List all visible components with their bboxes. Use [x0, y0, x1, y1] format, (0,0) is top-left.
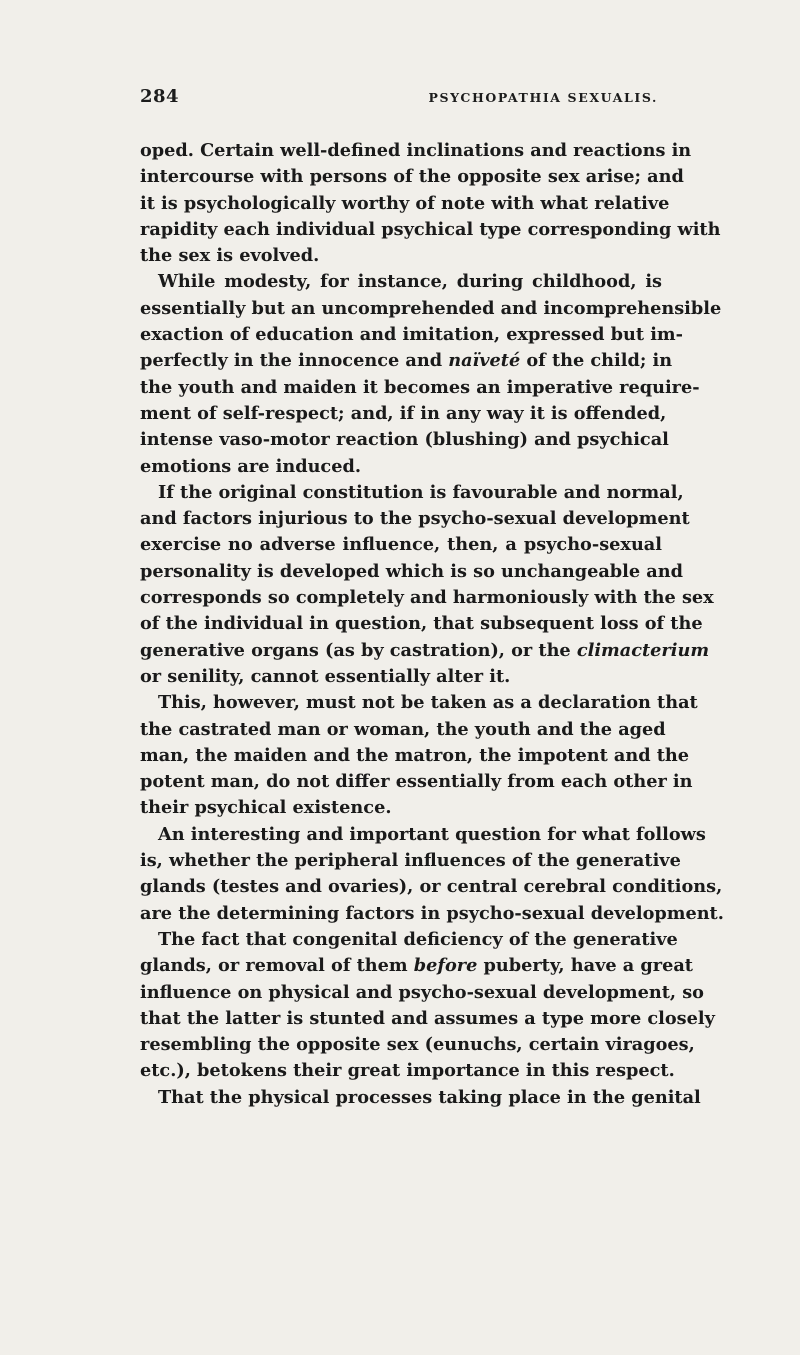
- text-line: [140, 953, 693, 979]
- text-segment: An interesting and important question for what follows: [158, 823, 706, 845]
- text-segment: ment of self-respect; and, if in any way it is offended,: [140, 402, 667, 424]
- text-segment: influence on physical and psycho-sexual development, so: [140, 981, 704, 1003]
- italic-text: naïveté: [448, 350, 521, 372]
- text-segment: If the original constitution is favourable and normal,: [158, 481, 684, 503]
- text-line: [140, 611, 703, 637]
- text-line: [140, 559, 683, 585]
- text-segment: oped. Certain well-defined inclinations and reactions in: [140, 140, 692, 161]
- text-segment: exaction of education and imitation, expressed but im-: [140, 324, 683, 346]
- text-segment: is, whether the peripheral influences of the generative: [140, 850, 681, 872]
- text-line: [140, 427, 669, 453]
- text-line: [140, 138, 692, 164]
- text-segment: personality is developed which is so unchangeable and: [140, 560, 683, 582]
- text-line: [140, 401, 667, 427]
- text-segment: exercise no adverse influence, then, a psycho-sexual: [140, 534, 662, 556]
- text-line: [140, 980, 704, 1006]
- text-line: [140, 191, 670, 217]
- text-line: [140, 664, 662, 690]
- text-segment: glands (testes and ovaries), or central cerebral conditions,: [140, 876, 723, 898]
- page-number: 284: [140, 86, 180, 107]
- text-segment: resembling the opposite sex (eunuchs, certain viragoes,: [140, 1034, 695, 1056]
- text-line: [140, 454, 662, 480]
- text-line: [140, 901, 724, 927]
- page-header: [140, 86, 658, 112]
- text-line: [140, 769, 693, 795]
- italic-text: climacterium: [576, 639, 710, 661]
- text-segment: corresponds so completely and harmoniously with the sex: [140, 587, 714, 609]
- text-segment: the castrated man or woman, the youth and the aged: [140, 718, 666, 740]
- italic-text: before: [413, 955, 478, 977]
- text-line: [140, 848, 681, 874]
- text-segment: the sex is evolved.: [140, 245, 320, 267]
- text-segment: are the determining factors in psycho-sexual development.: [140, 902, 724, 924]
- text-segment: perfectly in the innocence and: [140, 350, 449, 372]
- text-segment: emotions are induced.: [140, 455, 361, 477]
- text-line: [140, 217, 721, 243]
- text-segment: glands, or removal of them: [140, 955, 414, 977]
- text-segment: that the latter is stunted and assumes a type more closely: [140, 1007, 715, 1029]
- text-segment: the youth and maiden it becomes an imperative require-: [140, 376, 700, 398]
- text-segment: puberty, have a great: [477, 955, 693, 977]
- body-text: [140, 138, 724, 1111]
- text-segment: or senility, cannot essentially alter it.: [140, 665, 511, 687]
- text-line: [140, 743, 690, 769]
- text-line: [140, 480, 684, 506]
- text-segment: it is psychologically worthy of note with what relative: [140, 192, 670, 214]
- text-line: [140, 638, 710, 664]
- text-line: [140, 874, 723, 900]
- text-line: [140, 927, 678, 953]
- text-line: [140, 717, 666, 743]
- text-segment: generative organs (as by castration), or the: [140, 639, 577, 661]
- text-line: [140, 1058, 675, 1084]
- text-line: [140, 1032, 695, 1058]
- text-line: [140, 269, 662, 295]
- text-segment: their psychical existence.: [140, 797, 392, 819]
- text-segment: man, the maiden and the matron, the impotent and the: [140, 744, 690, 766]
- text-line: [140, 296, 722, 322]
- text-segment: and factors injurious to the psycho-sexual development: [140, 508, 690, 530]
- text-segment: of the individual in question, that subsequent loss of the: [140, 613, 703, 635]
- text-line: [140, 822, 706, 848]
- text-line: [140, 164, 684, 190]
- text-line: [140, 690, 698, 716]
- text-segment: While modesty, for instance, during childhood, is: [158, 271, 662, 293]
- text-segment: essentially but an uncomprehended and incomprehensible: [140, 297, 722, 319]
- text-line: [140, 375, 700, 401]
- text-line: [140, 585, 714, 611]
- text-segment: The fact that congenital deficiency of the generative: [158, 928, 678, 950]
- text-segment: rapidity each individual psychical type corresponding with: [140, 218, 721, 240]
- text-segment: etc.), betokens their great importance in this respect.: [140, 1060, 675, 1082]
- text-line: [140, 1085, 701, 1111]
- text-segment: That the physical processes taking place in the genital: [158, 1086, 701, 1108]
- text-line: [140, 506, 690, 532]
- text-line: [140, 322, 683, 348]
- text-segment: intercourse with persons of the opposite sex arise; and: [140, 166, 684, 188]
- text-line: [140, 348, 673, 374]
- text-line: [140, 243, 662, 269]
- text-segment: This, however, must not be taken as a declaration that: [158, 692, 698, 714]
- text-segment: of the child; in: [520, 350, 673, 372]
- running-head: PSYCHOPATHIA SEXUALIS.: [428, 90, 658, 105]
- text-segment: intense vaso-motor reaction (blushing) and psychical: [140, 429, 669, 451]
- text-line: [140, 1006, 715, 1032]
- text-line: [140, 795, 662, 821]
- text-segment: potent man, do not differ essentially from each other in: [140, 771, 693, 793]
- text-line: [140, 532, 662, 558]
